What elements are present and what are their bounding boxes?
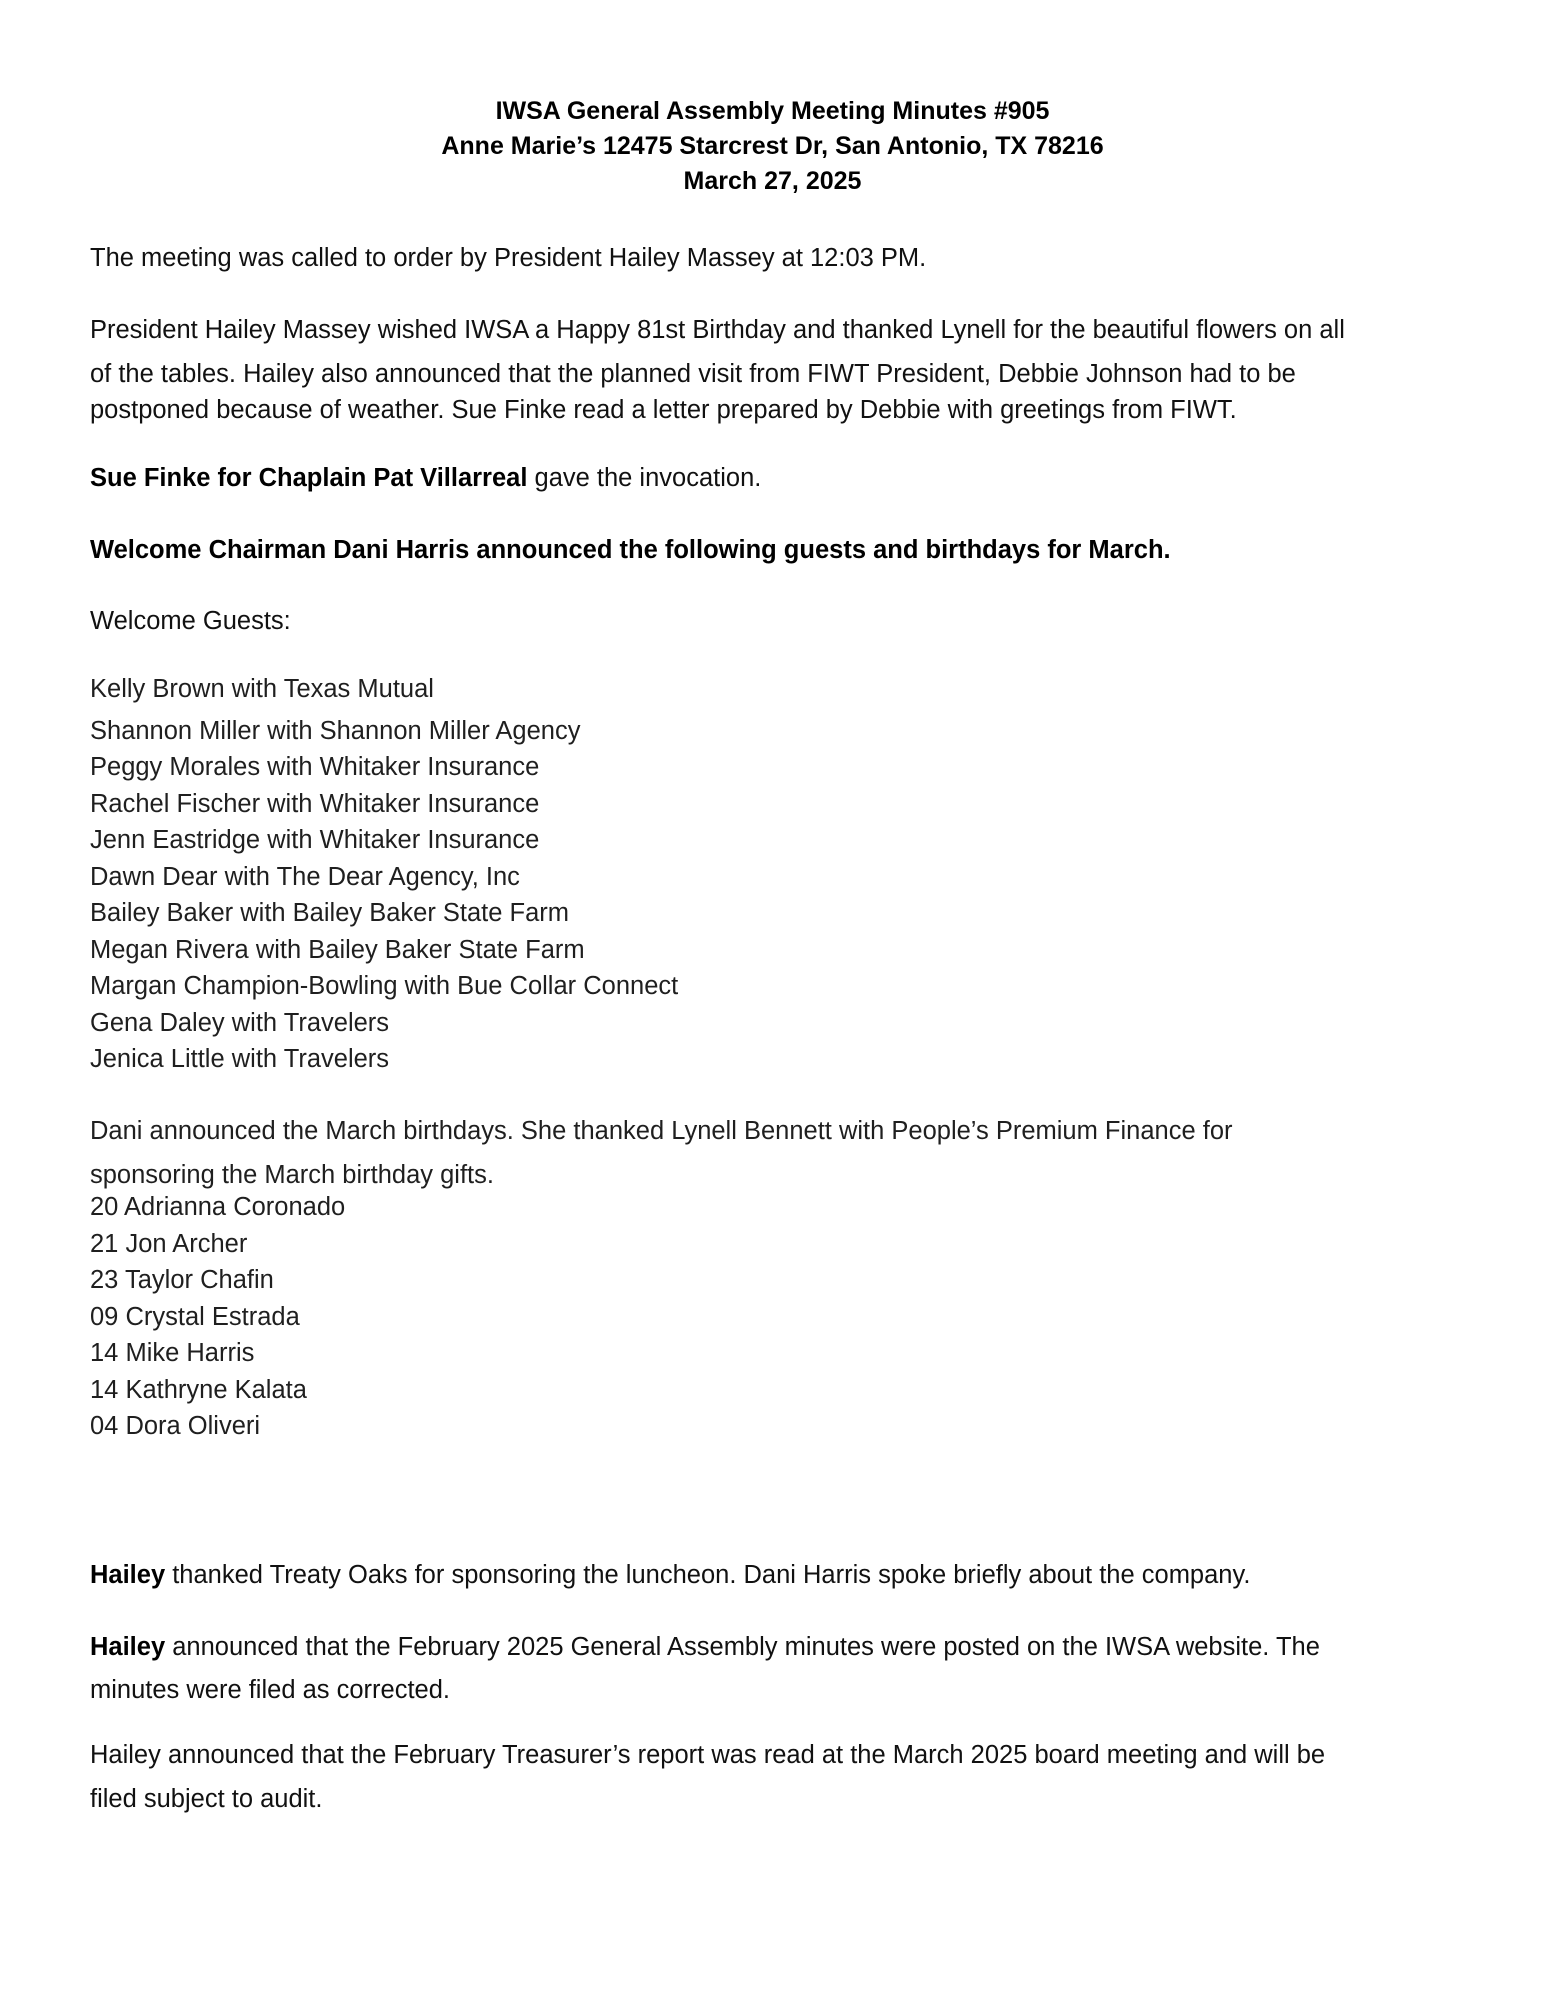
birthday-item: 20 Adrianna Coronado [90, 1193, 346, 1221]
luncheon-paragraph [90, 1557, 1470, 1593]
guest-item: Margan Champion-Bowling with Bue Collar Connect [90, 972, 679, 1000]
luncheon-rest: thanked Treaty Oaks for sponsoring the luncheon. Dani Harris spoke briefly about the company. [165, 1561, 1251, 1589]
treasurer-line2: filed subject to audit. [90, 1785, 323, 1813]
birthday-item: 14 Kathryne Kalata [90, 1376, 307, 1404]
birthday-item: 14 Mike Harris [90, 1339, 255, 1367]
guest-item: Shannon Miller with Shannon Miller Agency [90, 717, 581, 745]
president-remarks-line3: postponed because of weather. Sue Finke read a letter prepared by Debbie with greetings from FIWT. [90, 396, 1237, 424]
minutes-paragraph-line1 [90, 1629, 1470, 1665]
meeting-location: Anne Marie’s 12475 Starcrest Dr, San Antonio, TX 78216 [441, 132, 1104, 160]
call-to-order: The meeting was called to order by President Hailey Massey at 12:03 PM. [90, 244, 927, 272]
invocation-bold: Sue Finke for Chaplain Pat Villarreal [90, 464, 528, 492]
birthday-item: 09 Crystal Estrada [90, 1303, 300, 1331]
birthday-item: 21 Jon Archer [90, 1230, 248, 1258]
guest-item: Jenn Eastridge with Whitaker Insurance [90, 826, 540, 854]
guest-item: Dawn Dear with The Dear Agency, Inc [90, 863, 520, 891]
guest-item: Kelly Brown with Texas Mutual [90, 675, 434, 703]
guest-item: Rachel Fischer with Whitaker Insurance [90, 790, 540, 818]
document-title: IWSA General Assembly Meeting Minutes #905 [495, 97, 1050, 125]
birthday-intro-line2: sponsoring the March birthday gifts. [90, 1161, 494, 1189]
invocation-paragraph [90, 460, 1470, 496]
birthday-intro-line1: Dani announced the March birthdays. She thanked Lynell Bennett with People’s Premium Finance for [90, 1117, 1233, 1145]
guest-item: Jenica Little with Travelers [90, 1045, 390, 1073]
minutes-rest: announced that the February 2025 General Assembly minutes were posted on the IWSA website. The [165, 1633, 1320, 1661]
guest-item: Gena Daley with Travelers [90, 1009, 390, 1037]
birthday-item: 23 Taylor Chafin [90, 1266, 274, 1294]
invocation-rest: gave the invocation. [527, 464, 762, 492]
guest-item: Bailey Baker with Bailey Baker State Farm [90, 899, 570, 927]
guests-label: Welcome Guests: [90, 607, 291, 635]
guest-item: Peggy Morales with Whitaker Insurance [90, 753, 540, 781]
president-remarks-line1: President Hailey Massey wished IWSA a Happy 81st Birthday and thanked Lynell for the beautiful flowers on all [90, 316, 1345, 344]
luncheon-bold: Hailey [90, 1561, 166, 1589]
president-remarks-line2: of the tables. Hailey also announced that the planned visit from FIWT President, Debbie Johnson had to be [90, 360, 1296, 388]
guest-item: Megan Rivera with Bailey Baker State Farm [90, 936, 585, 964]
birthday-item: 04 Dora Oliveri [90, 1412, 261, 1440]
meeting-date: March 27, 2025 [683, 167, 862, 195]
treasurer-line1: Hailey announced that the February Treasurer’s report was read at the March 2025 board meeting and will be [90, 1741, 1326, 1769]
welcome-heading: Welcome Chairman Dani Harris announced the following guests and birthdays for March. [90, 536, 1171, 564]
minutes-paragraph-line2: minutes were filed as corrected. [90, 1676, 450, 1704]
minutes-bold: Hailey [90, 1633, 166, 1661]
